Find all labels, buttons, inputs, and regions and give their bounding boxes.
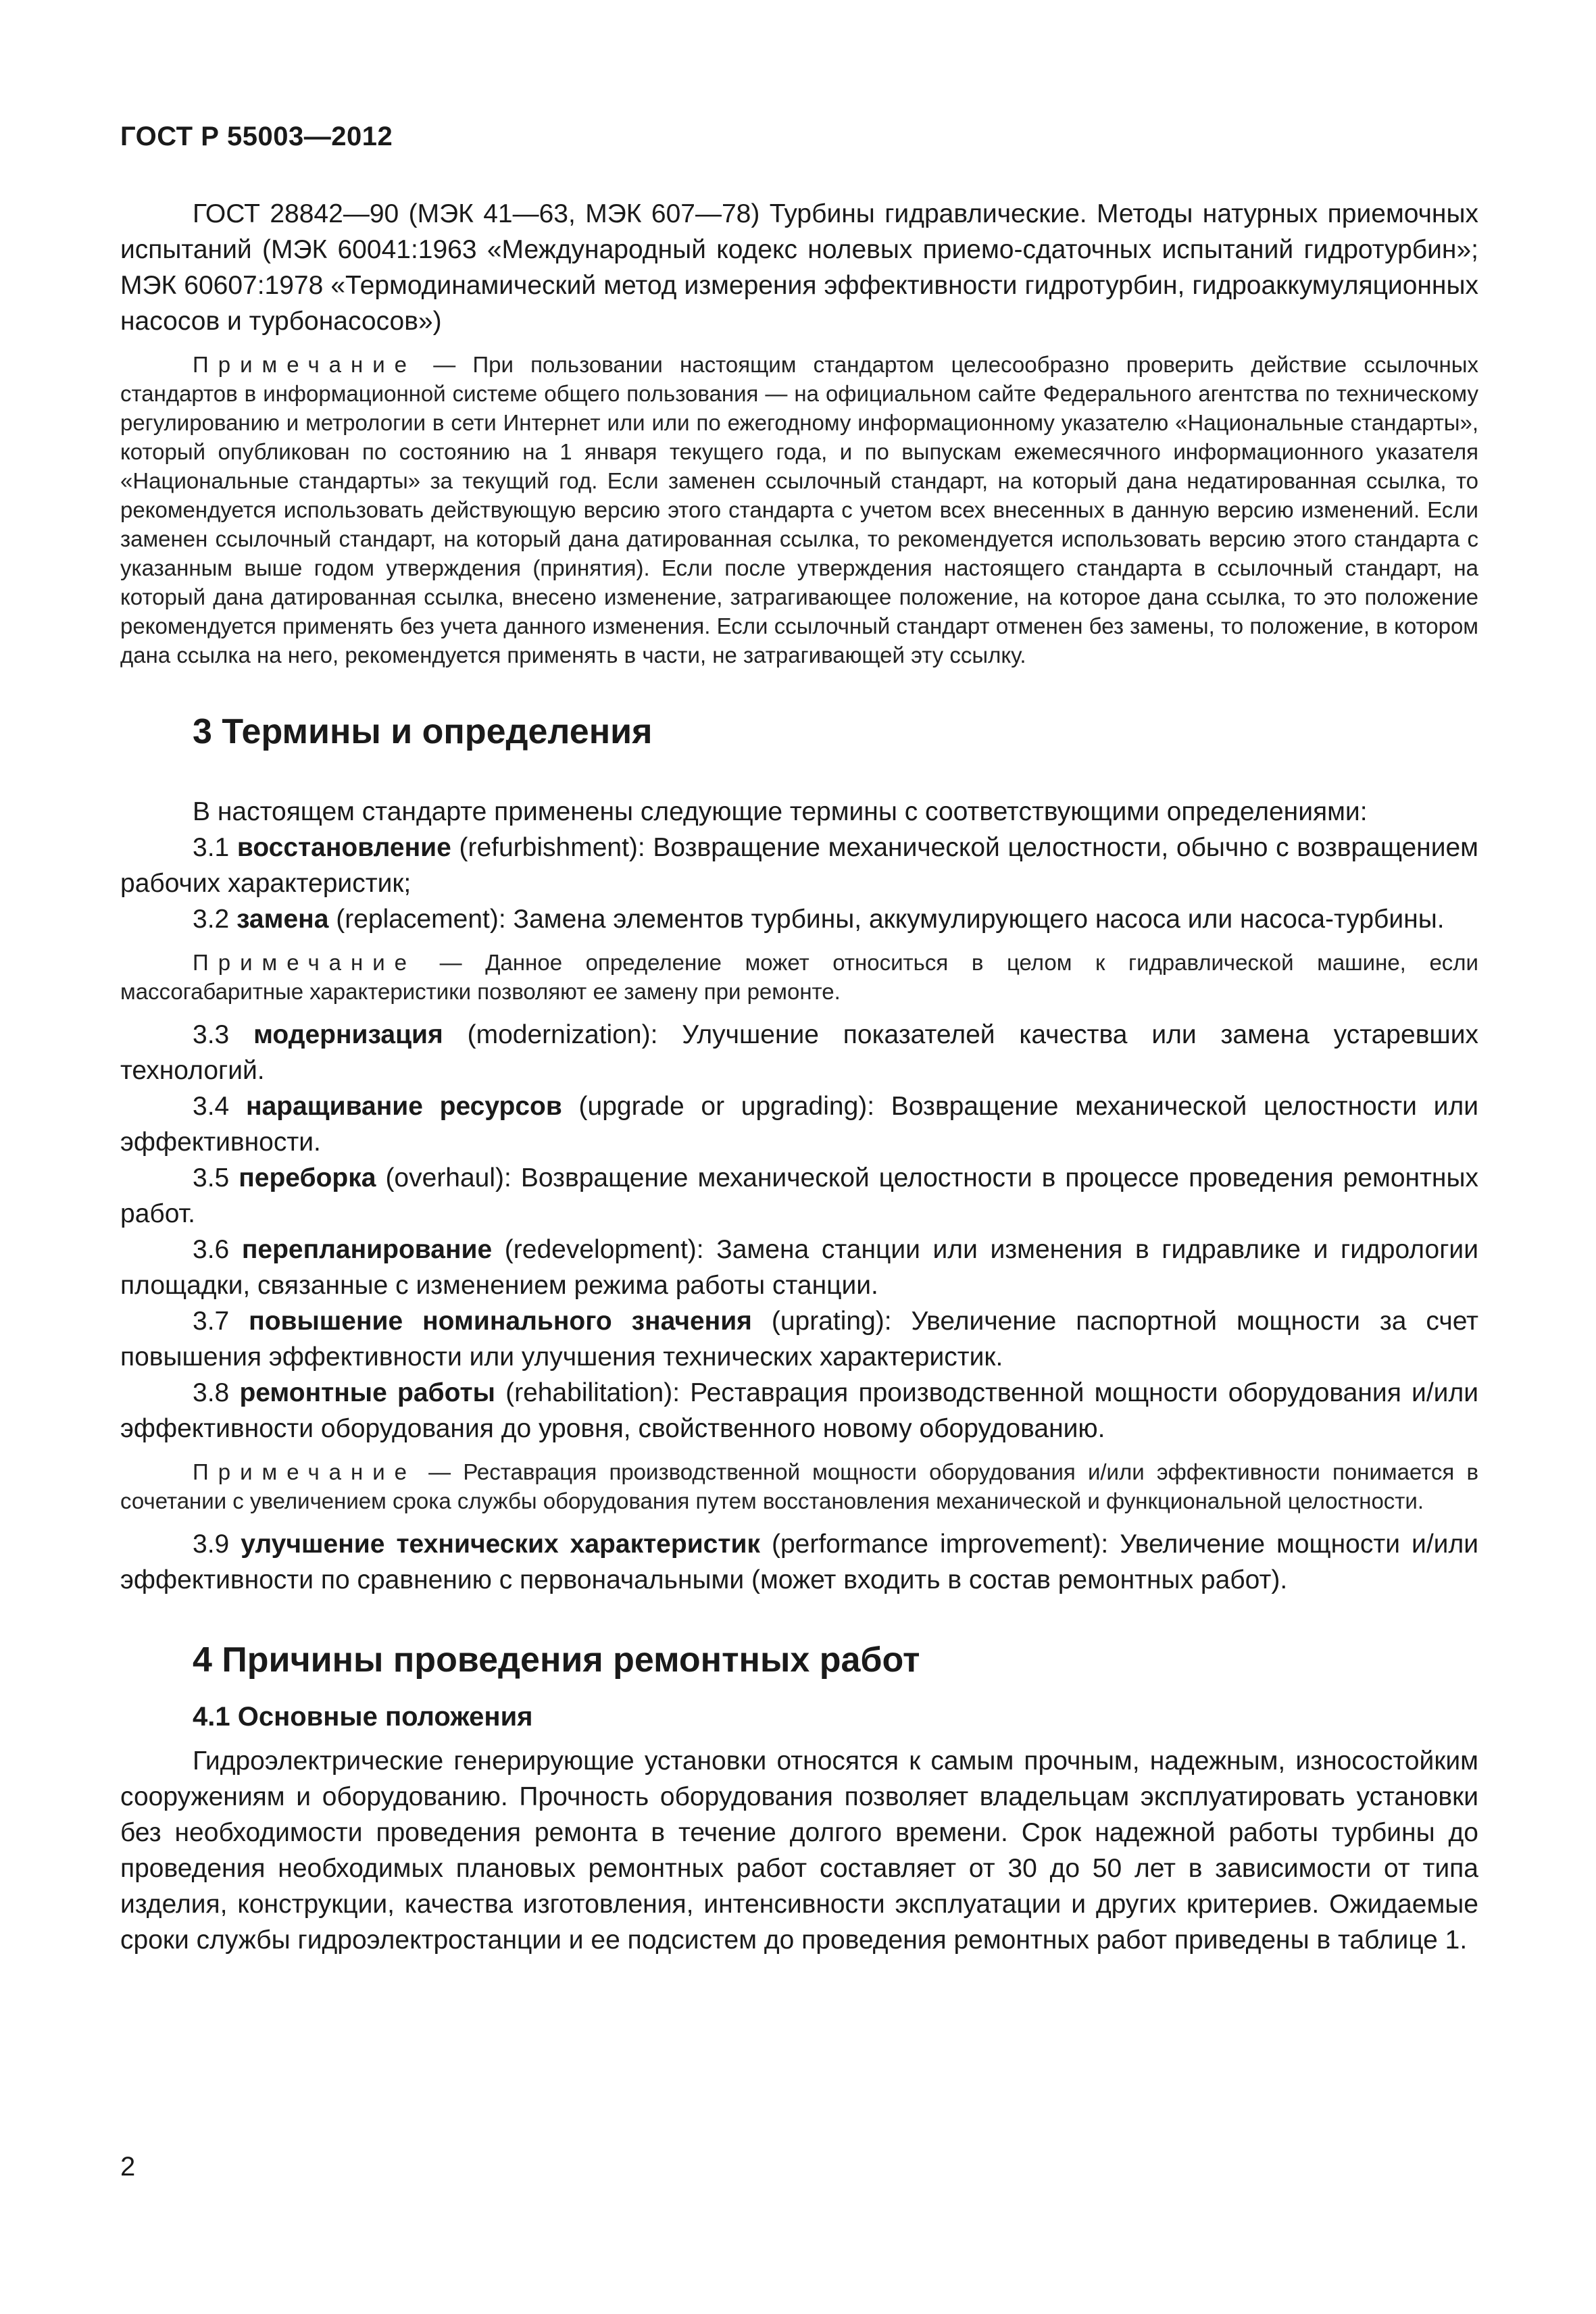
term-number: 3.1 — [193, 833, 237, 862]
term-3-7 — [120, 1303, 1478, 1375]
term-3-3 — [120, 1017, 1478, 1088]
term-3-2-note — [120, 948, 1478, 1006]
section-3-heading: 3 Термины и определения — [193, 712, 653, 751]
note-label: Примечание — [193, 1459, 417, 1484]
section-4-heading: 4 Причины проведения ремонтных работ — [193, 1640, 920, 1680]
term-3-4 — [120, 1088, 1478, 1160]
term-definition: (modernization): Улучшение показателей качества или замена устаревших технологий. — [120, 1020, 1478, 1085]
note-text: — При пользовании настоящим стандартом целесообразно проверить действие ссылочных стандартов в информационной системе общего пользования — на официальном сайте Федерального агентства по техническому регулированию и метрологии в сети Интернет или или по ежегодному информационному указателю «Национальные стандарты», который опубликован по состоянию на 1 января текущего года, и по выпускам ежемесячного информационного указателя «Национальные стандарты» за текущий год. Если заменен ссылочный стандарт, на который дана недатированная ссылка, то рекомендуется использовать действующую версию этого стандарта с учетом всех внесенных в данную версию изменений. Если заменен ссылочный стандарт, на который дана датированная ссылка, то рекомендуется использовать версию этого стандарта с указанным выше годом утверждения (принятия). Если после утверждения настоящего стандарта в ссылочный стандарт, на который дана датированная ссылка, внесено изменение, затрагивающее положение, на которое дана ссылка, то это положение рекомендуется применять без учета данного изменения. Если ссылочный стандарт отменен без замены, то положение, в котором дана ссылка на него, рекомендуется применять в части, не затрагивающей эту ссылку. — [120, 352, 1478, 668]
intro-note — [120, 350, 1478, 670]
term-number: 3.4 — [193, 1092, 246, 1121]
note-label: Примечание — [193, 352, 417, 377]
term-definition: (upgrade or upgrading): Возвращение механической целостности или эффективности. — [120, 1092, 1478, 1157]
note-text: — Реставрация производственной мощности оборудования и/или эффективности понимается в сочетании с увеличением срока службы оборудования путем восстановления механической и функциональной целостности. — [120, 1459, 1478, 1513]
reference-paragraph: ГОСТ 28842—90 (МЭК 41—63, МЭК 607—78) Турбины гидравлические. Методы натурных приемочных испытаний (МЭК 60041:1963 «Международный кодекс нолевых приемо-сдаточных испытаний гидротурбин»; МЭК 60607:1978 «Термодинамический метод измерения эффективности гидротурбин, гидроаккумуляционных насосов и турбонасосов») — [120, 199, 1478, 336]
document-header: ГОСТ Р 55003—2012 — [120, 122, 393, 151]
term-definition: (uprating): Увеличение паспортной мощности за счет повышения эффективности или улучшения технических характеристик. — [120, 1307, 1478, 1372]
term-3-8 — [120, 1375, 1478, 1447]
term-name: замена — [236, 905, 329, 934]
term-number: 3.9 — [193, 1530, 241, 1559]
term-definition: (rehabilitation): Реставрация производственной мощности оборудования и/или эффективности оборудования до уровня, свойственного новому оборудованию. — [120, 1378, 1478, 1443]
section-4-1-paragraph: Гидроэлектрические генерирующие установки относятся к самым прочным, надежным, износостойким сооружениям и оборудованию. Прочность оборудования позволяет владельцам эксплуатировать установки без необходимости проведения ремонта в течение долгого времени. Срок надежной работы турбины до проведения необходимых плановых ремонтных работ составляет от 30 до 50 лет в зависимости от типа изделия, конструкции, качества изготовления, интенсивности эксплуатации и других критериев. Ожидаемые сроки службы гидроэлектростанции и ее подсистем до проведения ремонтных работ приведены в таблице 1. — [120, 1746, 1478, 1955]
term-name: ремонтные работы — [239, 1378, 495, 1407]
term-3-9 — [120, 1526, 1478, 1598]
term-3-1 — [120, 830, 1478, 901]
term-number: 3.3 — [193, 1020, 254, 1049]
term-3-2 — [120, 901, 1478, 937]
term-definition: (refurbishment): Возвращение механической целостности, обычно с возвращением рабочих характеристик; — [120, 833, 1478, 898]
term-definition: (performance improvement): Увеличение мощности и/или эффективности по сравнению с первоначальными (может входить в состав ремонтных работ). — [120, 1530, 1478, 1594]
document-body — [120, 196, 1478, 1958]
term-name: перепланирование — [241, 1235, 493, 1264]
term-name: улучшение технических характеристик — [241, 1530, 760, 1559]
term-number: 3.8 — [193, 1378, 240, 1407]
term-definition: (replacement): Замена элементов турбины, аккумулирующего насоса или насоса-турбины. — [328, 905, 1445, 934]
note-label: Примечание — [193, 950, 417, 975]
note-text: — Данное определение может относиться в целом к гидравлической машине, если массогабаритные характеристики позволяют ее замену при ремонте. — [120, 950, 1478, 1004]
term-name: наращивание ресурсов — [245, 1092, 562, 1121]
term-number: 3.2 — [193, 905, 237, 934]
term-3-8-note — [120, 1457, 1478, 1515]
term-3-5 — [120, 1160, 1478, 1232]
term-number: 3.7 — [193, 1307, 249, 1336]
term-number: 3.6 — [193, 1235, 242, 1264]
term-name: восстановление — [236, 833, 451, 862]
term-definition: (redevelopment): Замена станции или изменения в гидравлике и гидрологии площадки, связанные с изменением режима работы станции. — [120, 1235, 1478, 1300]
section-4-1-heading: 4.1 Основные положения — [193, 1702, 533, 1732]
term-3-6 — [120, 1232, 1478, 1303]
term-name: повышение номинального значения — [249, 1307, 752, 1336]
section-3-lead: В настоящем стандарте применены следующие термины с соответствующими определениями: — [193, 797, 1368, 826]
term-definition: (overhaul): Возвращение механической целостности в процессе проведения ремонтных работ. — [120, 1163, 1478, 1228]
page-number: 2 — [120, 2152, 136, 2182]
term-number: 3.5 — [193, 1163, 239, 1192]
term-name: модернизация — [253, 1020, 443, 1049]
term-name: переборка — [239, 1163, 376, 1192]
